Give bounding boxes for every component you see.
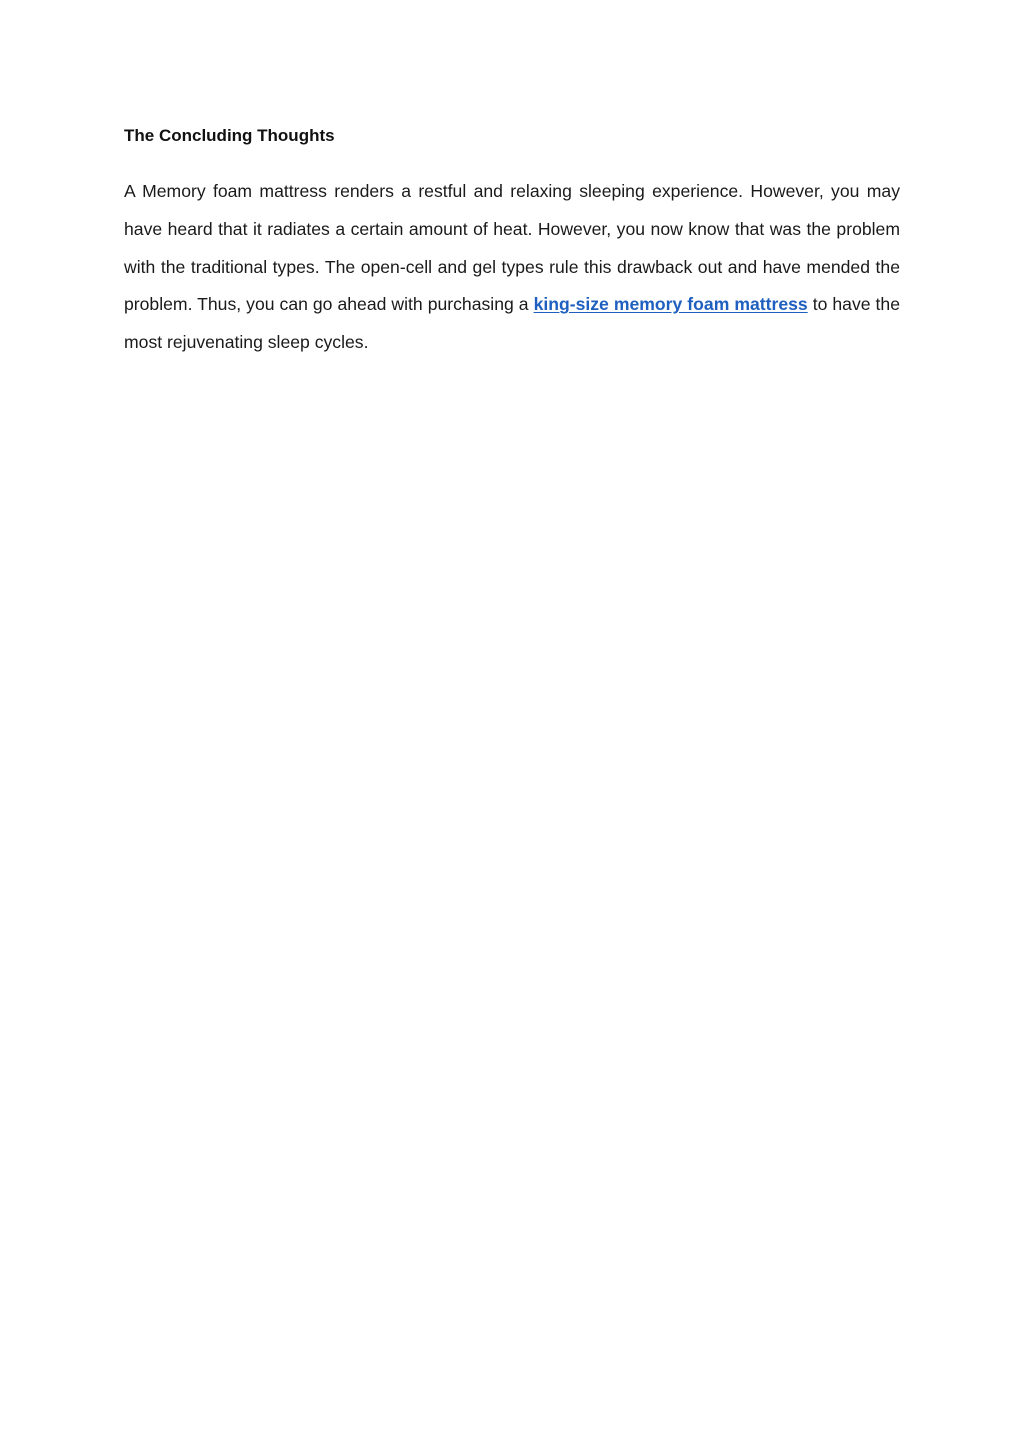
section-heading: The Concluding Thoughts	[124, 126, 335, 145]
paragraph-text-before-link: A Memory foam mattress renders a restful and relaxing sleeping experience. However, you may have heard that it radiates a certain amount of heat. However, you now know that was the problem with the traditional types. The open-cell and gel types rule this drawback out and have mended the problem. Thus, you can go ahead with purchasing a	[124, 181, 900, 315]
document-content	[124, 122, 900, 362]
body-paragraph	[124, 173, 900, 362]
paragraph-text-after-link: to have the most rejuvenating sleep cycles.	[124, 294, 901, 353]
king-size-mattress-link[interactable]: king-size memory foam mattress	[533, 294, 808, 315]
